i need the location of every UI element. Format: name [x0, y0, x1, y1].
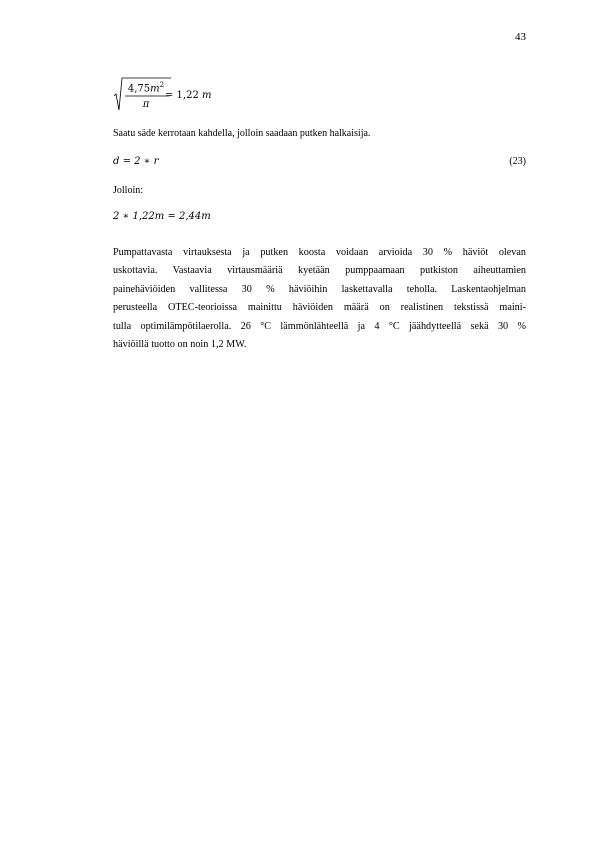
equation-diameter: d = 2 ∗ r — [113, 156, 159, 167]
body-paragraph — [113, 244, 526, 354]
numerator-exponent: 2 — [159, 81, 165, 89]
paragraph-line: perusteella OTEC-teorioissa mainittu häviöiden määrä on realistinen tekstissä maini- — [113, 302, 526, 314]
text-radius-doubled: Saatu säde kerrotaan kahdella, jolloin saadaan putken halkaisija. — [113, 128, 371, 139]
paragraph-line: uskottavia. Vastaavia virtausmääriä kyetään pumppaamaan putkiston aiheuttamien — [113, 265, 526, 277]
equation-number: (23) — [509, 156, 526, 167]
numerator-value: 4,75 — [127, 83, 151, 95]
paragraph-line: painehäviöiden vallitessa 30 % häviöihin laskettavalla teholla. Laskentaohjelman — [113, 283, 526, 295]
paragraph-line: Pumpattavasta virtauksesta ja putken koosta voidaan arvioida 30 % häviöt olevan — [113, 247, 526, 258]
paragraph-line: tulla optimilämpötilaerolla. 26 °C lämmönlähteellä ja 4 °C jäähdytteellä sekä 30 % — [113, 320, 526, 332]
equation-diameter-result: 2 ∗ 1,22m = 2,44m — [113, 211, 211, 222]
sqrt-result-value: = 1,22 — [165, 90, 203, 101]
paragraph-line: häviöillä tuotto on noin 1,2 MW. — [113, 339, 247, 351]
text-jolloin: Jolloin: — [113, 185, 144, 196]
sqrt-result — [165, 90, 212, 101]
page-number: 43 — [515, 31, 526, 43]
sqrt-result-unit: m — [202, 90, 212, 101]
fraction-numerator — [124, 81, 168, 94]
sqrt-formula — [113, 74, 233, 114]
fraction-denominator: π — [142, 99, 150, 110]
numerator-variable: m — [150, 83, 160, 95]
